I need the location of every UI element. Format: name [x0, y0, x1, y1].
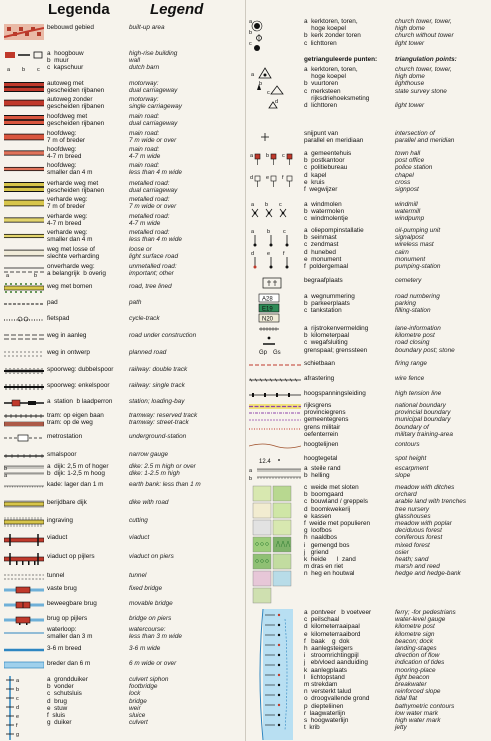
english-label: watercourse: less than 3 m wide	[129, 626, 182, 641]
symbol-letter: b	[266, 153, 270, 159]
english-label: high tension line	[395, 390, 442, 397]
symbol-letter: c	[282, 153, 285, 159]
english-label: main road: 7 m wide or over	[129, 130, 177, 145]
map-symbol-ingraving	[4, 517, 44, 527]
legend-entry-kade	[0, 481, 245, 491]
dutch-label: viaduct	[47, 534, 68, 541]
english-label: unmetalled road: important; other	[129, 263, 177, 278]
map-symbol-tunnel	[4, 572, 44, 582]
map-symbol-bebouwd	[4, 24, 44, 40]
symbol-letter: b	[267, 229, 271, 235]
symbol-letter: b	[22, 67, 26, 72]
symbol-letter: c	[37, 67, 40, 72]
english-label: cemetery	[395, 277, 422, 284]
english-label: meadow with ditches orchard arable land with trenches tree nursery glasshouses meadow with poplar deciduous forest coniferous forest mixed forest osier heath; sand marsh and reed hedge and hedge-bank	[395, 484, 467, 578]
symbol-letter: d	[251, 251, 255, 257]
symbol-letter: d	[16, 705, 20, 711]
legend-entry-weg-aanleg	[0, 332, 245, 342]
map-symbol-kerktoren	[249, 18, 301, 52]
map-symbol-begraafplaats	[249, 277, 301, 289]
symbol-letter: b	[4, 466, 8, 472]
dutch-label: c weide met sloten b boomgaard c bouwland / greppels d boomkwekerij e kassen f weide met populieren g loofbos h naaldbos i gemengd bos j griend k heide l zand m dras en riet n heg en houtwal	[304, 484, 371, 578]
symbol-letter: f	[283, 251, 285, 257]
symbol-letter: c	[267, 90, 270, 96]
map-symbol-rijstrook	[249, 325, 301, 355]
road-number-label: N20	[262, 316, 274, 323]
legend-entry-kerktoren	[247, 18, 491, 52]
legend-entry-weg-ontwerp	[0, 349, 245, 359]
map-symbol-hoogtegetal	[249, 455, 301, 465]
map-symbol-schietbaan	[249, 360, 301, 370]
column-separator	[245, 0, 246, 741]
english-label: metalled road: dual carriageway	[129, 180, 178, 195]
symbol-letter: e	[267, 251, 271, 257]
map-symbol-verhard-gesch	[4, 180, 44, 194]
symbol-letter: f	[282, 175, 284, 181]
dutch-label: verharde weg: 4-7 m breed	[47, 213, 88, 228]
legend-entry-bereden-dijk	[0, 499, 245, 509]
english-label: fixed bridge	[129, 585, 163, 592]
legend-entry-weg-bomen	[0, 283, 245, 293]
symbol-letter: a	[249, 468, 253, 474]
legend-entry-waterloop-6	[0, 660, 245, 670]
map-symbol-beweegbare	[4, 600, 44, 610]
map-symbol-kade	[4, 481, 44, 491]
map-symbol-verhard-7	[4, 196, 44, 210]
legend-entry-station	[0, 398, 245, 408]
map-symbol-gemeentehuis	[249, 150, 301, 196]
dutch-label: verharde weg: smaller dan 4 m	[47, 229, 93, 244]
legend-entry-waterloop-3-6	[0, 645, 245, 655]
map-symbol-waterloop-3-6	[4, 645, 44, 655]
dutch-label: waterloop: smaller dan 3 m	[47, 626, 93, 641]
legend-entry-bebouwd	[0, 24, 245, 40]
map-symbol-vaste-brug	[4, 585, 44, 595]
symbol-letter: a	[7, 67, 11, 72]
legend-entry-wegnummer	[247, 293, 491, 323]
map-symbol-hoofdweg-7	[4, 130, 44, 144]
road-number-label: A28	[262, 296, 273, 303]
english-label: metalled road: less than 4 m wide	[129, 229, 182, 244]
map-symbol-grondduiker	[4, 676, 44, 740]
dutch-label: spoorweg: dubbelspoor	[47, 366, 114, 373]
english-label: culvert siphon footbridge lock bridge weir sluice culvert	[129, 676, 169, 727]
legend-entry-metro	[0, 433, 245, 443]
map-symbol-tram	[4, 412, 44, 428]
map-symbol-hoogtelijnen	[249, 441, 301, 451]
map-symbol-smalspoor	[4, 451, 44, 461]
map-symbol-hoogbouw	[4, 50, 44, 72]
legend-entry-getrian-hdr	[247, 56, 491, 64]
symbol-letter: c	[16, 696, 19, 702]
dutch-label: a hoogbouw b muur c kapschuur	[47, 50, 84, 72]
english-label: station; loading-bay	[129, 398, 185, 405]
map-symbol-verhard-4-7	[4, 213, 44, 227]
dutch-label: tram: op eigen baan tram: op de weg	[47, 412, 104, 427]
dutch-label: spoorweg: enkelspoor	[47, 382, 110, 389]
english-label: firing range	[395, 360, 427, 367]
dutch-label: autoweg met gescheiden rijbanen	[47, 80, 105, 95]
legend-entry-pontveer	[247, 609, 491, 740]
dutch-label: a steile rand b helling	[304, 465, 341, 480]
map-symbol-landgebruik	[249, 484, 301, 606]
map-symbol-weg-aanleg	[4, 332, 44, 342]
dutch-label: smalspoor	[47, 451, 77, 458]
legend-entry-brug-pijlers	[0, 615, 245, 625]
symbol-letter: b	[16, 687, 20, 693]
map-symbol-pad	[4, 299, 44, 309]
dutch-label: a windmolen b watermolen c windmolentje	[304, 201, 349, 223]
dutch-label: a kerktoren, toren, hoge koepel b kerk zonder toren c lichttoren	[304, 18, 361, 47]
english-label: narrow gauge	[129, 451, 169, 458]
english-label: viaduct	[129, 534, 150, 541]
english-label: wire fence	[395, 375, 425, 382]
english-label: dike: 2.5 m high or over dike: 1-2.5 m high	[129, 463, 196, 478]
dutch-label: hoogtelijnen	[304, 441, 339, 448]
english-label: movable bridge	[129, 600, 173, 607]
english-label: town hall post office police station chapel cross signpost	[395, 150, 433, 194]
english-label: road, tree lined	[129, 283, 172, 290]
legend-entry-afrastering	[247, 375, 491, 385]
map-symbol-brug-pijlers	[4, 615, 44, 625]
symbol-letter: d	[250, 175, 254, 181]
dutch-label: 3-6 m breed	[47, 645, 82, 652]
dutch-label: a oliepompinstallatie b seinmast c zendmast d hunebed e monument f poldergemaal	[304, 227, 364, 271]
dutch-label: weg met losse of slechte verharding	[47, 246, 100, 261]
map-symbol-pontveer	[249, 609, 301, 740]
dutch-label: beweegbare brug	[47, 600, 97, 607]
dutch-label: autoweg zonder gescheiden rijbanen	[47, 96, 105, 111]
english-label: main road: dual carriageway	[129, 113, 178, 128]
dutch-label: onverharde weg: a belangrijk b overig	[47, 263, 106, 278]
english-label: triangulation points:	[395, 56, 457, 63]
dutch-label: snijpunt van parallel en meridiaan	[304, 130, 364, 145]
dutch-label: a dijk: 2,5 m of hoger b dijk: 1-2,5 m hoog	[47, 463, 109, 478]
legend-entry-onverhard	[0, 263, 245, 277]
legend-entry-getrian	[247, 66, 491, 112]
legend-entry-grenzen	[247, 402, 491, 438]
dutch-label: a kerktoren, toren, hoge koepel b vuurtoren c merksteen rijksdriehoeksmeting d lichttoren	[304, 66, 370, 110]
legend-entry-rijstrook	[247, 325, 491, 355]
english-label: metalled road: 7 m wide or over	[129, 196, 177, 211]
legend-entry-waterloop-3	[0, 626, 245, 640]
legend-title-dutch: Legenda	[48, 1, 110, 18]
map-symbol-fietspad	[4, 315, 44, 325]
legend-entry-steile-rand	[247, 465, 491, 481]
english-label: bridge on piers	[129, 615, 172, 622]
boundary-marker-label: Gs	[273, 350, 281, 355]
symbol-letter: a	[4, 473, 8, 477]
symbol-letter: c	[279, 202, 282, 208]
map-symbol-waterloop-6	[4, 660, 44, 670]
map-symbol-hoogspanning	[249, 390, 301, 400]
english-label: tunnel	[129, 572, 147, 579]
legend-entry-autoweg-zonder	[0, 96, 245, 110]
map-symbol-spoor-dubbel	[4, 366, 44, 376]
dutch-label: schietbaan	[304, 360, 335, 367]
english-label: ferry; -for pedestrians water-level gauge kilometre post kilometre sign beacon; dock landing-stages direction of flow indication of tides mooring-place light beacon breakwater reinforced slope tidal flat bathymetric contours low water mark high water mark jetty	[395, 609, 456, 732]
dutch-label: hoofdweg: smaller dan 4 m	[47, 162, 93, 177]
english-label: 3-6 m wide	[129, 645, 161, 652]
legend-entry-verhard-gesch	[0, 180, 245, 194]
english-label: national boundary provincial boundary municipal boundary boundary of military training-area	[395, 402, 453, 438]
map-symbol-viaduct-pijlers	[4, 553, 44, 565]
map-symbol-waterloop-3	[4, 626, 44, 640]
dutch-label: rijksgrens provinciegrens gemeentegrens grens militair oefenterrein	[304, 402, 349, 438]
dutch-label: hoogspanningsleiding	[304, 390, 366, 397]
symbol-letter: e	[16, 714, 20, 720]
legend-entry-hoofdweg-7	[0, 130, 245, 144]
map-symbol-snijpunt	[249, 130, 301, 144]
english-label: metalled road: 4-7 m wide	[129, 213, 170, 228]
dutch-label: breder dan 6 m	[47, 660, 91, 667]
english-label: earth bank: less than 1 m	[129, 481, 201, 488]
symbol-letter: a	[250, 153, 254, 159]
legend-entry-schietbaan	[247, 360, 491, 370]
english-label: intersection of parallel and meridian	[395, 130, 455, 145]
symbol-letter: e	[266, 175, 270, 181]
map-symbol-steile-rand	[249, 465, 301, 481]
symbol-letter: b	[249, 30, 253, 36]
legend-entry-grondduiker	[0, 676, 245, 740]
map-symbol-spoor-enkel	[4, 382, 44, 392]
dutch-label: begraafplaats	[304, 277, 343, 284]
english-label: main road: less than 4 m wide	[129, 162, 182, 177]
dutch-label: pad	[47, 299, 58, 306]
map-symbol-bereden-dijk	[4, 499, 44, 509]
legend-entry-hoofdweg-4-7	[0, 146, 245, 160]
english-label: railway: single track	[129, 382, 185, 389]
english-label: viaduct on piers	[129, 553, 174, 560]
dutch-label: getrianguleerde punten:	[304, 56, 378, 63]
english-label: planned road	[129, 349, 167, 356]
map-symbol-weg-ontwerp	[4, 349, 44, 359]
legend-entry-tunnel	[0, 572, 245, 582]
map-symbol-viaduct	[4, 534, 44, 546]
symbol-letter: a	[6, 273, 10, 277]
english-label: underground-station	[129, 433, 187, 440]
legend-entry-verhard-4-7	[0, 213, 245, 227]
english-label: contours	[395, 441, 420, 448]
legend-entry-begraafplaats	[247, 277, 491, 289]
symbol-letter: g	[16, 732, 20, 738]
dutch-label: fietspad	[47, 315, 70, 322]
legend-entry-olie	[247, 227, 491, 273]
symbol-letter: b	[259, 81, 263, 87]
dutch-label: verharde weg met gescheiden rijbanen	[47, 180, 105, 195]
english-label: road numbering parking filling-station	[395, 293, 440, 315]
english-label: main road: 4-7 m wide	[129, 146, 161, 161]
dutch-label: vaste brug	[47, 585, 77, 592]
legend-entry-vaste-brug	[0, 585, 245, 595]
map-symbol-autoweg-gesch	[4, 80, 44, 94]
map-symbol-grenzen	[249, 402, 301, 438]
map-symbol-hoofdweg-4	[4, 162, 44, 176]
symbol-letter: c	[283, 229, 286, 235]
map-symbol-metro	[4, 433, 44, 443]
map-symbol-weg-losse	[4, 246, 44, 260]
map-symbol-station	[4, 398, 44, 408]
map-symbol-olie	[249, 227, 301, 273]
dutch-label: a pontveer b voetveer c peilschaal d kilometerraaipaal e kilometerraaibord f baak g dok h aanlegsteigers i stroomrichtingpijl j eb/vloed aanduiding k aanlegplaats l lichtopstand m strekdam n versterkt talud o droogvallende grond p diepteliinen r laagwaterlijn s hoogwaterlijn t krib	[304, 609, 372, 732]
legend-entry-beweegbare	[0, 600, 245, 610]
legend-entry-hoogtegetal	[247, 455, 491, 465]
legend-entry-verhard-7	[0, 196, 245, 210]
symbol-letter: a	[251, 229, 255, 235]
legend-entry-hoofdweg-4	[0, 162, 245, 176]
legend-entry-hoogbouw	[0, 50, 245, 72]
symbol-letter: b	[34, 273, 38, 277]
english-label: escarpment slope	[395, 465, 429, 480]
dutch-label: kade: lager dan 1 m	[47, 481, 104, 488]
english-label: spot height	[395, 455, 427, 462]
english-label: cycle-track	[129, 315, 160, 322]
legend-entry-hoogtelijnen	[247, 441, 491, 451]
dutch-label: a gemeentehuis b postkantoor c politiebureau d kapel e kruis f wegwijzer	[304, 150, 352, 194]
dutch-label: a station b laadperron	[47, 398, 113, 405]
dutch-label: hoofdweg: 7 m of breder	[47, 130, 86, 145]
english-label: loose or light surface road	[129, 246, 179, 261]
legend-entry-ingraving	[0, 517, 245, 527]
dutch-label: hoofdweg: 4-7 m breed	[47, 146, 82, 161]
symbol-letter: f	[16, 723, 18, 729]
map-symbol-getrian	[249, 66, 301, 112]
legend-entry-verhard-4	[0, 229, 245, 243]
map-symbol-weg-bomen	[4, 283, 44, 293]
dutch-label: afrastering	[304, 375, 335, 382]
legend-entry-weg-losse	[0, 246, 245, 260]
legend-entry-snijpunt	[247, 130, 491, 144]
english-label: built-up area	[129, 24, 165, 31]
legend-entry-spoor-dubbel	[0, 366, 245, 376]
legend-entry-tram	[0, 412, 245, 428]
dutch-label: tunnel	[47, 572, 65, 579]
map-symbol-hoofdweg-gesch	[4, 113, 44, 127]
dutch-label: weg met bomen	[47, 283, 93, 290]
symbol-letter: a	[251, 202, 255, 208]
english-label: railway: double track	[129, 366, 188, 373]
english-label: tramway: reserved track tramway: street-track	[129, 412, 198, 427]
spot-height-label: 12.4	[259, 459, 271, 465]
symbol-letter: b	[265, 202, 269, 208]
dutch-label: weg in ontwerp	[47, 349, 90, 356]
boundary-marker-label: Gp	[259, 350, 268, 355]
dutch-label: a rijstrokenvermelding b kilometerpaal c wegafsluiting grenspaal; grenssteen	[304, 325, 369, 354]
legend-entry-landgebruik	[247, 484, 491, 606]
english-label: path	[129, 299, 142, 306]
dutch-label: hoofdweg met gescheiden rijbanen	[47, 113, 105, 128]
legend-entry-pad	[0, 299, 245, 309]
map-symbol-verhard-4	[4, 229, 44, 243]
english-label: windmill watermill windpump	[395, 201, 425, 223]
dutch-label: hoogtegetal	[304, 455, 338, 462]
dutch-label: viaduct op pijlers	[47, 553, 95, 560]
dutch-label: weg in aanleg	[47, 332, 87, 339]
map-symbol-hoofdweg-4-7	[4, 146, 44, 160]
legend-entry-autoweg-gesch	[0, 80, 245, 94]
symbol-letter: b	[249, 476, 253, 481]
legend-entry-dijk	[0, 463, 245, 477]
legend-entry-spoor-enkel	[0, 382, 245, 392]
legend-entry-gemeentehuis	[247, 150, 491, 196]
legend-entry-windmolen	[247, 201, 491, 223]
dutch-label: ingraving	[47, 517, 73, 524]
legend-entry-smalspoor	[0, 451, 245, 461]
road-number-label: E19	[262, 306, 273, 313]
symbol-letter: a	[249, 19, 253, 25]
legend-entry-hoofdweg-gesch	[0, 113, 245, 127]
dutch-label: a grondduiker b vonder c schutsluis d brug e stuw f sluis g duiker	[47, 676, 88, 727]
legend-entry-viaduct	[0, 534, 245, 546]
map-symbol-onverhard	[4, 263, 44, 277]
legend-entry-hoogspanning	[247, 390, 491, 400]
map-symbol-wegnummer	[249, 293, 301, 323]
english-label: oil-pumping unit signalpost wireless mast cairn monument pumping-station	[395, 227, 441, 271]
map-symbol-dijk	[4, 463, 44, 477]
dutch-label: bebouwd gebied	[47, 24, 94, 31]
symbol-letter: a	[16, 678, 20, 684]
legend-title-english: Legend	[150, 1, 204, 18]
dutch-label: a wegnummering b parkeerplaats c tankstation	[304, 293, 355, 315]
dutch-label: berijdbare dijk	[47, 499, 87, 506]
map-symbol-afrastering	[249, 375, 301, 385]
map-symbol-autoweg-zonder	[4, 96, 44, 110]
english-label: motorway: single carriageway	[129, 96, 182, 111]
map-symbol-windmolen	[249, 201, 301, 223]
english-label: church tower, tower, high dome lighthouse state survey stone light tower	[395, 66, 452, 110]
english-label: cutting	[129, 517, 148, 524]
english-label: dike with road	[129, 499, 169, 506]
dutch-label: brug op pijlers	[47, 615, 88, 622]
english-label: church tower, tower, high dome church without tower light tower	[395, 18, 454, 47]
dutch-label: verharde weg: 7 m of breder	[47, 196, 88, 211]
legend-entry-viaduct-pijlers	[0, 553, 245, 565]
english-label: high-rise building wall dutch barn	[129, 50, 178, 72]
dutch-label: metrostation	[47, 433, 83, 440]
english-label: motorway: dual carriageway	[129, 80, 178, 95]
symbol-letter: c	[249, 41, 252, 47]
symbol-letter: a	[251, 72, 255, 78]
legend-entry-fietspad	[0, 315, 245, 325]
english-label: lane-information kilometre post road closing boundary post; stone	[395, 325, 455, 354]
english-label: 6 m wide or over	[129, 660, 177, 667]
symbol-letter: d	[275, 99, 279, 105]
english-label: road under construction	[129, 332, 197, 339]
